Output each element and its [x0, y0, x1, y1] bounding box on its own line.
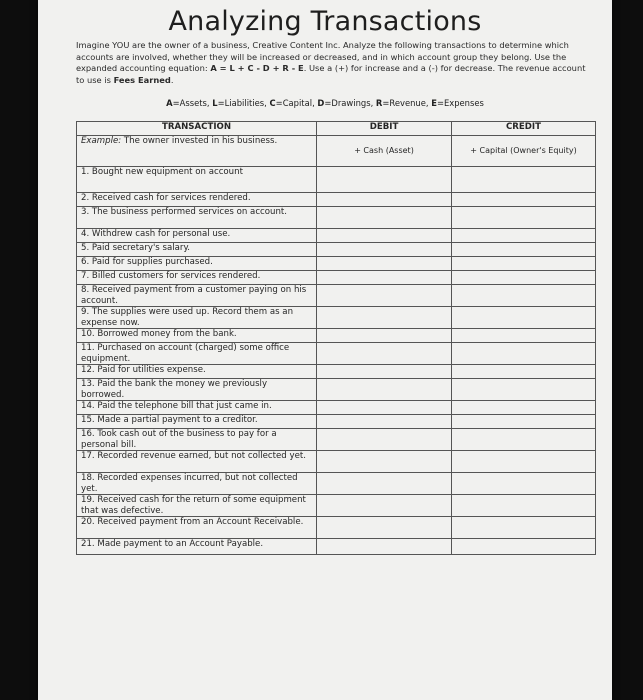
legend-item-liabilities: L=Liabilities: [212, 98, 265, 108]
transaction-cell: 16. Took cash out of the business to pay for a personal bill.: [77, 429, 317, 451]
transaction-cell: 7. Billed customers for services rendered.: [77, 271, 317, 285]
transaction-cell: 17. Recorded revenue earned, but not collected yet.: [77, 451, 317, 473]
legend-key: D: [317, 98, 325, 108]
transaction-cell: 18. Recorded expenses incurred, but not collected yet.: [77, 473, 317, 495]
table-row: [77, 243, 596, 257]
credit-cell[interactable]: [452, 415, 596, 429]
legend-key: E: [431, 98, 437, 108]
debit-cell[interactable]: [317, 167, 452, 193]
instructions-text-3: .: [170, 74, 174, 85]
debit-cell[interactable]: [317, 539, 452, 555]
legend-item-drawings: D=Drawings: [317, 98, 371, 108]
debit-cell[interactable]: [317, 207, 452, 229]
account-legend: A=Assets, L=Liabilities, C=Capital, D=Drawings, R=Revenue, E=Expenses: [166, 98, 484, 108]
header-debit: DEBIT: [317, 122, 452, 136]
table-row: [77, 379, 596, 401]
instructions-text-1: Imagine YOU are the owner of a business, Creative Content Inc. Analyze the following transactions to determine which accounts are involved, whether they will be increased or decreased, and in which account group they belong. Use the expanded accounting equation:: [76, 40, 569, 73]
transaction-cell: 12. Paid for utilities expense.: [77, 365, 317, 379]
revenue-account-name: Fees Earned: [113, 74, 171, 85]
header-transaction: TRANSACTION: [77, 122, 317, 136]
credit-cell[interactable]: [452, 429, 596, 451]
transaction-cell: 15. Made a partial payment to a creditor.: [77, 415, 317, 429]
worksheet-page: [38, 0, 612, 700]
legend-label: Assets: [179, 98, 207, 108]
table-row: [77, 329, 596, 343]
legend-label: Capital: [282, 98, 313, 108]
legend-item-expenses: E=Expenses: [431, 98, 484, 108]
debit-cell[interactable]: [317, 415, 452, 429]
table-row: [77, 429, 596, 451]
legend-key: R: [375, 98, 383, 108]
legend-key: L: [212, 98, 218, 108]
table-row: [77, 365, 596, 379]
transaction-cell: 2. Received cash for services rendered.: [77, 193, 317, 207]
credit-cell[interactable]: [452, 229, 596, 243]
credit-cell[interactable]: [452, 379, 596, 401]
credit-cell[interactable]: [452, 193, 596, 207]
credit-cell[interactable]: [452, 167, 596, 193]
credit-cell[interactable]: [452, 401, 596, 415]
credit-cell[interactable]: [452, 243, 596, 257]
credit-cell[interactable]: [452, 451, 596, 473]
page-title: Analyzing Transactions: [168, 6, 482, 37]
transaction-cell: 19. Received cash for the return of some equipment that was defective.: [77, 495, 317, 517]
credit-cell[interactable]: [452, 539, 596, 555]
legend-label: Revenue: [389, 98, 426, 108]
legend-key: C: [269, 98, 276, 108]
table-row: [77, 495, 596, 517]
table-row: [77, 271, 596, 285]
debit-cell[interactable]: [317, 257, 452, 271]
credit-cell[interactable]: [452, 271, 596, 285]
table-row: [77, 167, 596, 193]
transactions-table: [76, 121, 596, 555]
credit-cell[interactable]: [452, 365, 596, 379]
credit-cell[interactable]: [452, 257, 596, 271]
example-row: [77, 136, 596, 167]
legend-key: A: [166, 98, 173, 108]
table-row: [77, 307, 596, 329]
credit-cell[interactable]: [452, 285, 596, 307]
transaction-cell: 13. Paid the bank the money we previously borrowed.: [77, 379, 317, 401]
instructions-text-2: . Use a (+) for increase and a (-) for decrease. The revenue account to use is: [76, 63, 586, 85]
debit-cell[interactable]: [317, 379, 452, 401]
credit-cell[interactable]: [452, 207, 596, 229]
table-header-row: [77, 122, 596, 136]
debit-cell[interactable]: [317, 451, 452, 473]
transaction-cell: 1. Bought new equipment on account: [77, 167, 317, 193]
transaction-cell: 11. Purchased on account (charged) some office equipment.: [77, 343, 317, 365]
debit-cell[interactable]: [317, 495, 452, 517]
debit-cell[interactable]: [317, 329, 452, 343]
debit-cell[interactable]: [317, 307, 452, 329]
table-row: [77, 415, 596, 429]
legend-label: Liabilities: [224, 98, 265, 108]
debit-cell[interactable]: [317, 285, 452, 307]
table-row: [77, 473, 596, 495]
legend-item-revenue: R=Revenue: [375, 98, 426, 108]
debit-cell[interactable]: [317, 229, 452, 243]
instructions: [76, 40, 596, 86]
example-credit: + Capital (Owner's Equity): [452, 136, 596, 167]
credit-cell[interactable]: [452, 517, 596, 539]
transaction-cell: 10. Borrowed money from the bank.: [77, 329, 317, 343]
transaction-cell: 9. The supplies were used up. Record them as an expense now.: [77, 307, 317, 329]
debit-cell[interactable]: [317, 271, 452, 285]
transaction-cell: 8. Received payment from a customer paying on his account.: [77, 285, 317, 307]
credit-cell[interactable]: [452, 495, 596, 517]
transaction-cell: 14. Paid the telephone bill that just came in.: [77, 401, 317, 415]
transaction-cell: 21. Made payment to an Account Payable.: [77, 539, 317, 555]
credit-cell[interactable]: [452, 329, 596, 343]
transaction-cell: 6. Paid for supplies purchased.: [77, 257, 317, 271]
transaction-cell: 3. The business performed services on account.: [77, 207, 317, 229]
debit-cell[interactable]: [317, 517, 452, 539]
debit-cell[interactable]: [317, 401, 452, 415]
legend-item-assets: A=Assets: [166, 98, 207, 108]
table-row: [77, 257, 596, 271]
table-row: [77, 229, 596, 243]
example-text: The owner invested in his business.: [121, 136, 278, 146]
debit-cell[interactable]: [317, 343, 452, 365]
transaction-cell: 5. Paid secretary's salary.: [77, 243, 317, 257]
debit-cell[interactable]: [317, 365, 452, 379]
table-row: [77, 193, 596, 207]
example-debit: + Cash (Asset): [317, 136, 452, 167]
table-row: [77, 539, 596, 555]
legend-item-capital: C=Capital: [269, 98, 313, 108]
credit-cell[interactable]: [452, 473, 596, 495]
equation: A = L + C - D + R - E: [210, 63, 304, 73]
debit-cell[interactable]: [317, 473, 452, 495]
transaction-cell: 4. Withdrew cash for personal use.: [77, 229, 317, 243]
credit-cell[interactable]: [452, 307, 596, 329]
table-row: [77, 343, 596, 365]
table-row: [77, 401, 596, 415]
transaction-cell: 20. Received payment from an Account Receivable.: [77, 517, 317, 539]
table-row: [77, 207, 596, 229]
example-transaction: [77, 136, 317, 167]
table-row: [77, 517, 596, 539]
debit-cell[interactable]: [317, 429, 452, 451]
header-credit: CREDIT: [452, 122, 596, 136]
example-label: Example:: [81, 136, 122, 146]
debit-cell[interactable]: [317, 243, 452, 257]
table-row: [77, 451, 596, 473]
table-row: [77, 285, 596, 307]
legend-label: Expenses: [443, 98, 484, 108]
legend-label: Drawings: [331, 98, 371, 108]
credit-cell[interactable]: [452, 343, 596, 365]
debit-cell[interactable]: [317, 193, 452, 207]
